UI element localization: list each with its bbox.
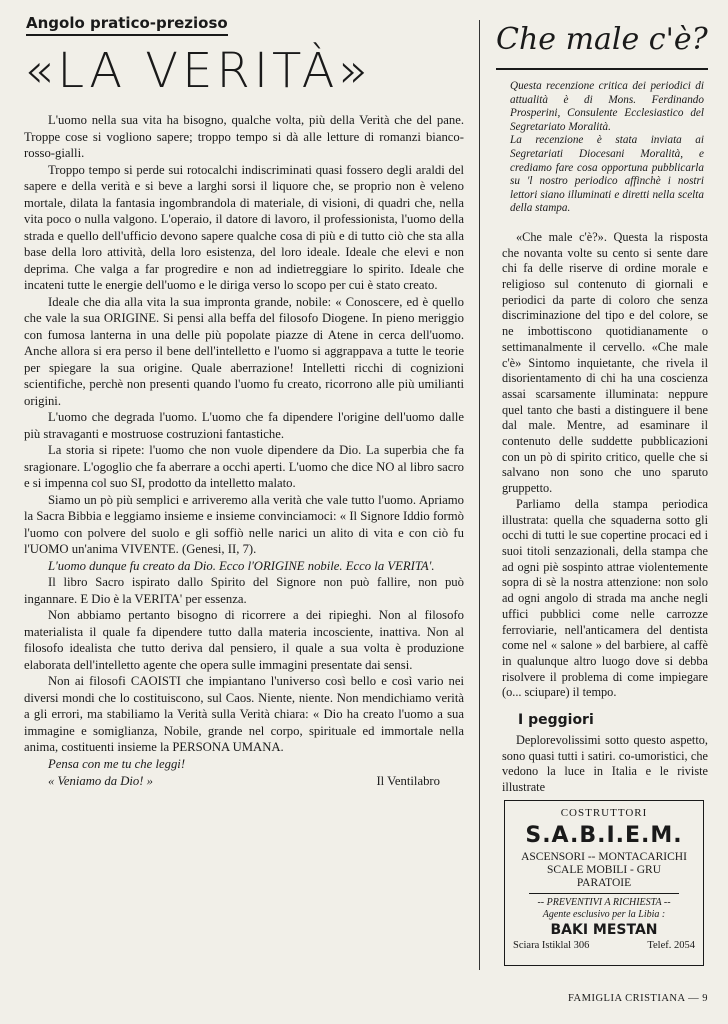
- article: [24, 14, 464, 790]
- column-paragraph: «Che male c'è?». Questa la risposta che novanta volte su cento si sente dare chi fa delle riserve di ordine morale e religioso sul contenuto di giornali e periodici da parte di coloro che senza discriminazione del tipo e del colore, se ne imbottiscono quotidianamente o settimanalmente il cervello. «Che male c'è» Sintomo inquietante, che rivela il disorientamento di chi ha una coscienza assai scarsamente illuminata: neppure quel tanto che basti a distinguere il bene dal male. Mentre, ad esaminare il contenuto delle suddette pubblicazioni con un pò di spirito critico, quelle che si salvano non sono che uno sparuto gruppetto.: [502, 229, 708, 496]
- ad-separator: [529, 893, 679, 894]
- article-paragraph: La storia si ripete: l'uomo che non vuole dipendere da Dio. La superbia che fa sragionare. L'ogoglio che fa aberrare a occhi aperti. L'uomo che dice NO al libro sacro e si impenna col suo SI, prodotto da intelletto malato.: [24, 443, 464, 490]
- sidebar-column: [496, 20, 708, 796]
- footer-dash: —: [688, 993, 703, 1004]
- column-title: Che male c'è?: [496, 20, 708, 70]
- column-divider: [479, 20, 480, 970]
- article-paragraph: Ideale che dia alla vita la sua impronta grande, nobile: « Conoscere, ed è quello che vale la sua ORIGINE. Si pensi alla beffa del filosofo Diogene. In pieno meriggio con fumosa lanterna in una delle più popolate piazze di Atene in cerca dell'uomo. Anche allora si era perso il bene dell'intelletto e l'uomo si aggrappava a tutte le teorie per spiegare la sua origine. Quale aberrazione! Intelletti ricchi di cognizioni scientifiche, perchè non presenti quando l'uomo fu creato, ricorrono alle più umilianti origini.: [24, 294, 464, 408]
- ad-line: Agente esclusivo per la Libia :: [542, 909, 666, 920]
- article-title: «LA VERITÀ»: [24, 43, 372, 99]
- ad-brand: S.A.B.I.E.M.: [525, 823, 683, 848]
- article-paragraph: Pensa con me tu che leggi!: [48, 756, 186, 771]
- article-paragraph: L'uomo nella sua vita ha bisogno, qualche volta, più della Verità che del pane. Troppe cose si vogliono sapere; troppo tempo si dà alle letture di romanzi bianco-rosso-gialli.: [24, 113, 464, 160]
- ad-agent: BAKI MESTAN: [550, 922, 658, 938]
- article-paragraph: Troppo tempo si perde sui rotocalchi indiscriminati quasi fossero degli araldi del sapere e della verità e si beve a larghi sorsi il liquore che, se proprio non è veleno mortale, dilata la fantasia ingombrandola di materiale, di visioni, di quadri che, nella vita poco o nulla valgono. L'operaio, il datore di lavoro, il professionista, l'uomo della strada e quello dell'ufficio devono sapere qualche cosa di più e di tutto ciò che sta alla base della loro attività, della loro esistenza, del loro ideale. Ideale che elevi e non deprima. Che valga a far progredire e non ad indietreggiare lo spirito. Ideale che incateni tutte le energie dell'uomo e le diriga verso lo scopo per cui è stato creato.: [24, 162, 464, 292]
- column-subheading: I peggiori: [518, 712, 594, 729]
- intro-paragraph: Questa recenzione critica dei periodici di attualità è di Mons. Ferdinando Prosperini, Consulente Ecclesiastico del Segretariato Moralità.: [510, 80, 704, 133]
- magazine-name: FAMIGLIA CRISTIANA: [567, 993, 685, 1004]
- article-paragraph: Siamo un pò più semplici e arriveremo alla verità che vale tutto l'uomo. Apriamo la Sacra Bibbia e leggiamo insieme e insieme convinciamoci: « Il Signore Iddio formò l'uomo con polvere del suolo e gli soffiò nelle narici un alito di vita e con ciò fu l'UOMO un'anima VIVENTE. (Genesi, II, 7).: [24, 492, 464, 556]
- ad-line: -- PREVENTIVI A RICHIESTA --: [537, 897, 671, 908]
- ad-line: PARATOIE: [576, 877, 632, 889]
- closing-quote: « Veniamo da Dio! »: [48, 774, 154, 788]
- ad-phone: Telef. 2054: [647, 940, 695, 951]
- article-paragraph: Non ai filosofi CAOISTI che impiantano l'universo così bello e così vario nei diversi mondi che lo costituiscono, sul Caos. Niente, niente. Non mendichiamo verità a gli errori, ma stabiliamo la Verità sulla Verità chiara: « Dio ha creato l'uomo a sua immagine e somiglianza, Nobile, grande nel corpo, spirituale ed immortale nella anima, costituenti insieme la PERSONA UMANA.: [24, 674, 464, 754]
- ad-address-row: [505, 939, 703, 952]
- intro-paragraph: La recenzione è stata inviata ai Segretariati Diocesani Moralità, e crediamo fare cosa opportuna pubblicarla su 'l nostro periodico affinchè i nostri lettori siano illuminati e diretti nella scelta della stampa.: [510, 134, 704, 215]
- article-paragraph: L'uomo che degrada l'uomo. L'uomo che fa dipendere l'origine dell'uomo dalle più stravaganti e mostruose costruzioni fantastiche.: [24, 410, 464, 441]
- article-rubric: Angolo pratico-prezioso: [26, 14, 228, 36]
- column-paragraph: Parliamo della stampa periodica illustrata: quella che squaderna sotto gli occhi di tutti le sue copertine procaci ed i suoi titoli senzazionali, della stampa che ad ogni piè sospinto attrae violentemente sopra di sè la nostra attenzione: non solo ad ogni angolo di strada ma anche negli uffici pubblici come nelle carrozze ferroviarie, nell'anticamera del dentista come nel « salone » del barbiere, al caffè in qualunque altro luogo dove si debba risolvere il problema di come impiegare (o... sciupare) il tempo.: [502, 496, 708, 700]
- article-paragraph: Il libro Sacro ispirato dallo Spirito del Signore non può fallire, non può ingannare. E Dio è la VERITA' per essenza.: [24, 575, 464, 606]
- ad-address: Sciara Istiklal 306: [513, 940, 590, 951]
- article-paragraph: L'uomo dunque fu creato da Dio. Ecco l'ORIGINE nobile. Ecco la VERITA'.: [48, 558, 435, 573]
- article-signature-row: [24, 773, 464, 790]
- article-paragraph: Non abbiamo pertanto bisogno di ricorrere a dei ripieghi. Non al filosofo materialista il quale fa dipendere tutto dalla materia incosciente, inattiva. Non al filosofo idealista che tutto deriva dal pensiero, il quale a sua volta è produzione elaborata dell'intelletto agente che opera sulle immagini presentate dai sensi.: [24, 608, 464, 672]
- column-intro: [496, 80, 708, 216]
- advertisement-box: [504, 800, 704, 966]
- page-footer: [548, 993, 708, 1004]
- column-body: [496, 230, 708, 796]
- ad-line: COSTRUTTORI: [560, 807, 648, 819]
- ad-line: SCALE MOBILI - GRU: [546, 864, 662, 876]
- article-author: Il Ventilabro: [376, 774, 440, 788]
- column-paragraph: Deplorevolissimi sotto questo aspetto, sono quasi tutti i satiri. co-umoristici, che vedono la luce in Italia e le riviste illustrate: [502, 733, 708, 795]
- ad-line: ASCENSORI -- MONTACARICHI: [521, 851, 687, 863]
- article-body: [24, 112, 464, 790]
- page-number: 9: [702, 993, 708, 1004]
